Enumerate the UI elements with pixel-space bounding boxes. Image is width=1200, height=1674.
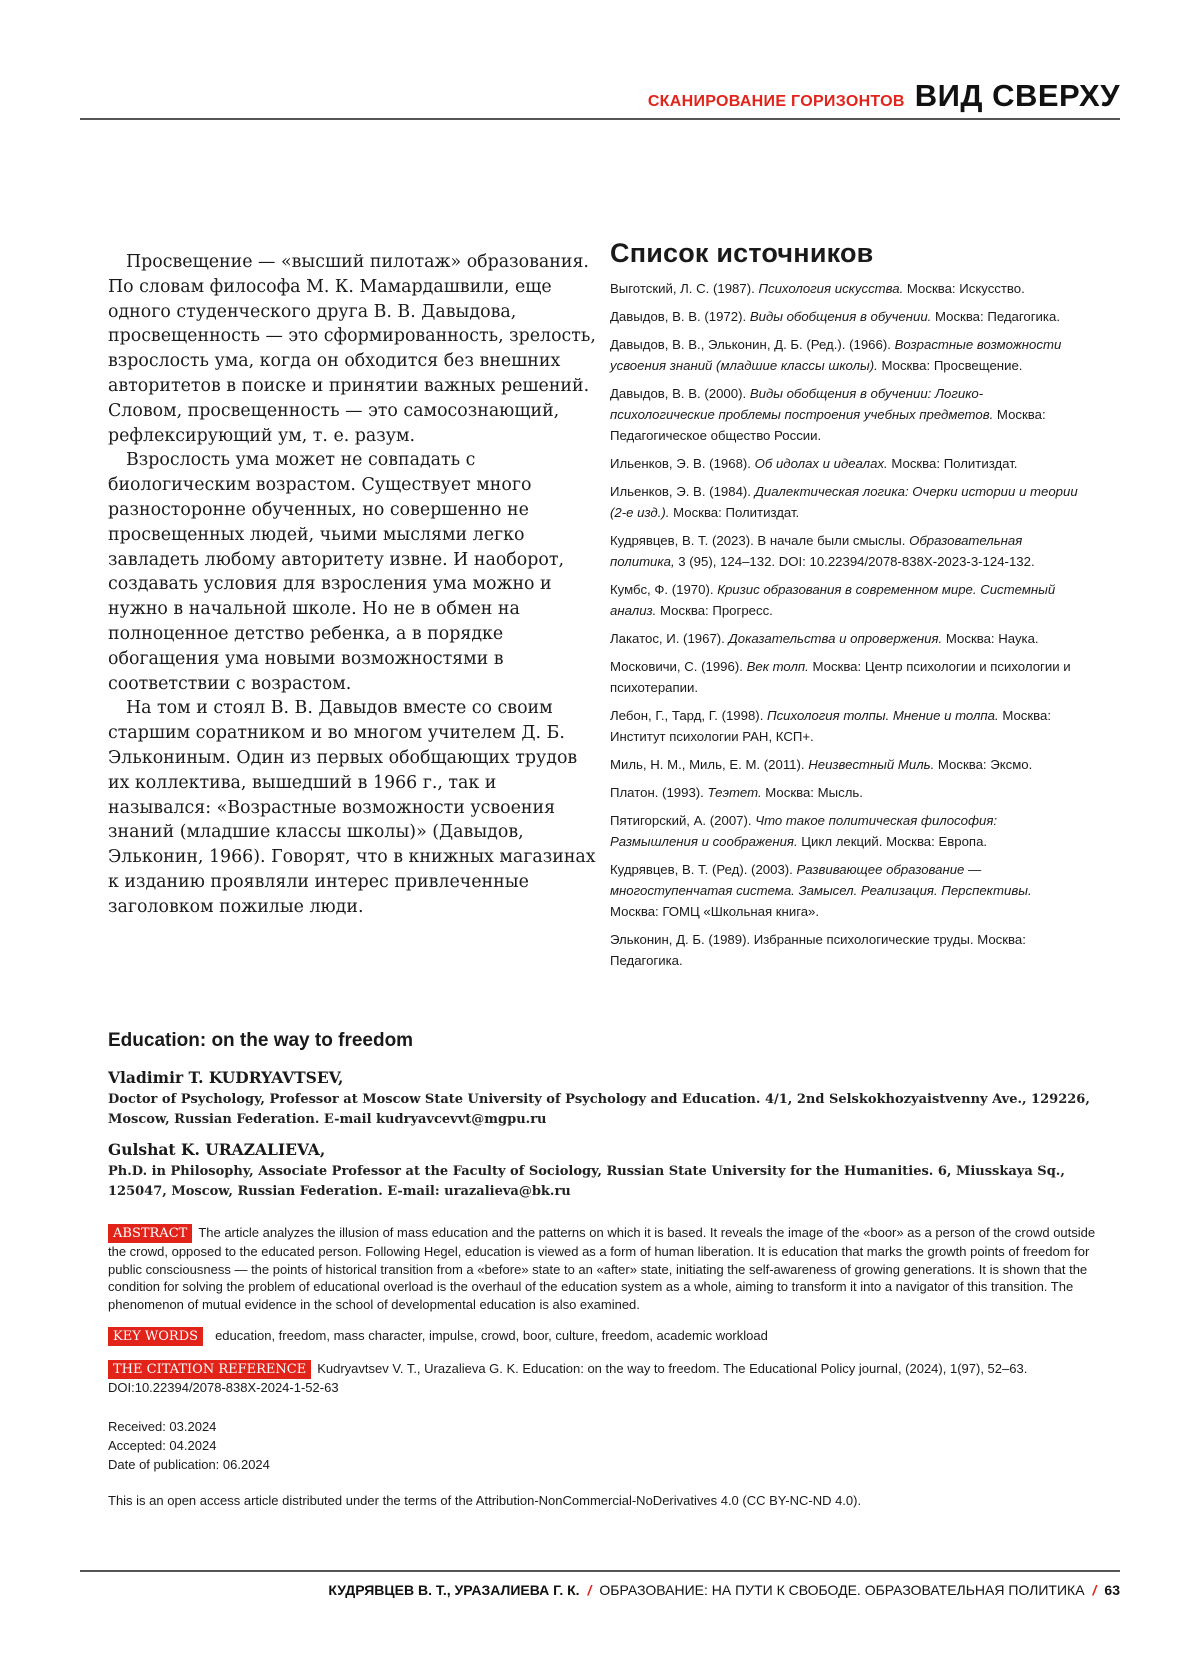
reference-post-text: Цикл лекций. Москва: Европа. bbox=[798, 834, 987, 849]
reference-italic-text: Психология толпы. Мнение и толпа. bbox=[767, 708, 999, 723]
reference-pre-text: Кудрявцев, В. Т. (2023). В начале были смыслы. bbox=[610, 533, 909, 548]
reference-italic-text: Виды обобщения в обучении: Логико-психологические проблемы построения учебных предметов. bbox=[610, 386, 993, 422]
footer-rule bbox=[80, 1570, 1120, 1572]
reference-pre-text: Московичи, С. (1996). bbox=[610, 659, 747, 674]
reference-pre-text: Ильенков, Э. В. (1984). bbox=[610, 484, 755, 499]
body-paragraph: Просвещение — «высший пилотаж» образования. По словам философа М. К. Мамардашвили, еще одного студенческого друга В. В. Давыдова, просвещенность — это сформированность, зрелость, взрослость ума, когда он обходится без внешних авторитетов в поиске и принятии важных решений. Словом, просвещенность — это самосознающий, рефлексирующий ум, т. е. разум. bbox=[108, 250, 603, 448]
reference-pre-text: Выготский, Л. С. (1987). bbox=[610, 281, 758, 296]
reference-italic-text: Психология искусства. bbox=[758, 281, 903, 296]
publication-dates bbox=[108, 1417, 1108, 1474]
reference-post-text: Москва: Политиздат. bbox=[888, 456, 1018, 471]
author-affiliation: Ph.D. in Philosophy, Associate Professor at the Faculty of Sociology, Russian State University for the Humanities. 6, Miusskaya Sq., 125047, Moscow, Russian Federation. E-mail: urazalieva@bk.ru bbox=[108, 1162, 1108, 1202]
reference-post-text: Москва: Просвещение. bbox=[878, 358, 1023, 373]
reference-item bbox=[610, 810, 1080, 852]
reference-pre-text: Пятигорский, А. (2007). bbox=[610, 813, 755, 828]
body-paragraph: Взрослость ума может не совпадать с биологическим возрастом. Существует много разносторонне обученных, но совершенно не просвещенных людей, чьими мыслями легко завладеть любому авторитету извне. И наоборот, создавать условия для взросления ума можно и нужно в начальной школе. Но не в обмен на полноценное детство ребенка, а в порядке обогащения ума новыми возможностями в соответствии с возрастом. bbox=[108, 448, 603, 696]
reference-item bbox=[610, 628, 1080, 649]
reference-post-text: Москва: Прогресс. bbox=[656, 603, 773, 618]
reference-post-text: Москва: Центр психологии и психологии и психотерапии. bbox=[610, 659, 1071, 695]
reference-pre-text: Платон. (1993). bbox=[610, 785, 708, 800]
english-summary bbox=[108, 1030, 1108, 1510]
references-title: Список источников bbox=[610, 243, 1080, 264]
reference-post-text: 3 (95), 124–132. DOI: 10.22394/2078-838X-2023-3-124-132. bbox=[675, 554, 1035, 569]
reference-item bbox=[610, 530, 1080, 572]
reference-item bbox=[610, 656, 1080, 698]
abstract-block bbox=[108, 1224, 1108, 1313]
author-affiliation: Doctor of Psychology, Professor at Moscow State University of Psychology and Education. 4/1, 2nd Selskokhozyaistvenny Ave., 129226, Moscow, Russian Federation. E-mail kudryavcevvt@mgpu.ru bbox=[108, 1090, 1108, 1130]
author-name: Vladimir T. KUDRYAVTSEV, bbox=[108, 1068, 1108, 1087]
reference-italic-text: Кризис образования в современном мире. Системный анализ. bbox=[610, 582, 1055, 618]
rubric-title: ВИД СВЕРХУ bbox=[915, 78, 1120, 114]
references-list bbox=[610, 278, 1080, 971]
reference-item bbox=[610, 453, 1080, 474]
reference-item bbox=[610, 306, 1080, 327]
citation-text: Kudryavtsev V. T., Urazalieva G. K. Education: on the way to freedom. The Educational Policy journal, (2024), 1(97), 52–63. DOI:10.22394/2078-838X-2024-1-52-63 bbox=[108, 1361, 1027, 1395]
reference-item bbox=[610, 334, 1080, 376]
reference-pre-text: Давыдов, В. В. (2000). bbox=[610, 386, 750, 401]
running-footer bbox=[328, 1582, 1120, 1598]
reference-italic-text: Возрастные возможности усвоения знаний (младшие классы школы). bbox=[610, 337, 1061, 373]
footer-separator: / bbox=[1093, 1582, 1097, 1598]
reference-pre-text: Кудрявцев, В. Т. (Ред). (2003). bbox=[610, 862, 797, 877]
reference-item bbox=[610, 278, 1080, 299]
publication-date: Date of publication: 06.2024 bbox=[108, 1455, 1108, 1474]
header-rule bbox=[80, 118, 1120, 120]
reference-item bbox=[610, 383, 1080, 446]
reference-italic-text: Диалектическая логика: Очерки истории и теории (2-е изд.). bbox=[610, 484, 1078, 520]
reference-pre-text: Кумбс, Ф. (1970). bbox=[610, 582, 717, 597]
references-section bbox=[610, 243, 1080, 978]
footer-separator: / bbox=[588, 1582, 592, 1598]
reference-italic-text: Неизвестный Миль. bbox=[808, 757, 934, 772]
abstract-text: The article analyzes the illusion of mass education and the patterns on which it is based. It reveals the image of the «boor» as a person of the crowd outside the crowd, opposed to the educated person. Following Hegel, education is viewed as a form of human liberation. It is education that marks the growth points of freedom for public consciousness — the points of historical transition from a «before» state to an «after» state, initiating the self-awareness of growing generations. It is shown that the condition for solving the problem of educational overload is the overhaul of the education system as a whole, aiming to transform it into a navigator of this transition. The phenomenon of mutual evidence in the school of developmental education is also examined. bbox=[108, 1225, 1095, 1312]
keywords-label: KEY WORDS bbox=[108, 1327, 203, 1346]
reference-item bbox=[610, 481, 1080, 523]
reference-italic-text: Виды обобщения в обучении. bbox=[750, 309, 932, 324]
reference-italic-text: Век толп. bbox=[747, 659, 809, 674]
footer-authors: КУДРЯВЦЕВ В. Т., УРАЗАЛИЕВА Г. К. bbox=[328, 1582, 579, 1598]
reference-post-text: Москва: Искусство. bbox=[903, 281, 1025, 296]
reference-pre-text: Давыдов, В. В., Эльконин, Д. Б. (Ред.). (1966). bbox=[610, 337, 895, 352]
reference-post-text: Москва: ГОМЦ «Школьная книга». bbox=[610, 904, 819, 919]
running-header bbox=[648, 78, 1120, 114]
reference-item bbox=[610, 754, 1080, 775]
reference-pre-text: Ильенков, Э. В. (1968). bbox=[610, 456, 755, 471]
keywords-text: education, freedom, mass character, impulse, crowd, boor, culture, freedom, academic workload bbox=[215, 1328, 768, 1343]
reference-italic-text: Об идолах и идеалах. bbox=[755, 456, 888, 471]
reference-italic-text: Доказательства и опровержения. bbox=[729, 631, 943, 646]
body-paragraph: На том и стоял В. В. Давыдов вместе со своим старшим соратником и во многом учителем Д. Б. Элькониным. Один из первых обобщающих трудов их коллектива, вышедший в 1966 г., так и назывался: «Возрастные возможности усвоения знаний (младшие классы школы)» (Давыдов, Эльконин, 1966). Говорят, что в книжных магазинах к изданию проявляли интерес привлеченные заголовком пожилые люди. bbox=[108, 696, 603, 919]
license-note: This is an open access article distributed under the terms of the Attribution-NonCommercial-NoDerivatives 4.0 (CC BY-NC-ND 4.0). bbox=[108, 1492, 1108, 1510]
author-name: Gulshat K. URAZALIEVA, bbox=[108, 1140, 1108, 1159]
received-date: Received: 03.2024 bbox=[108, 1417, 1108, 1436]
footer-journal-title: ОБРАЗОВАНИЕ: НА ПУТИ К СВОБОДЕ. ОБРАЗОВАТЕЛЬНАЯ ПОЛИТИКА bbox=[599, 1582, 1084, 1598]
reference-italic-text: Образовательная политика, bbox=[610, 533, 1022, 569]
reference-item bbox=[610, 705, 1080, 747]
reference-pre-text: Эльконин, Д. Б. (1989). Избранные психологические труды. Москва: Педагогика. bbox=[610, 932, 1026, 968]
reference-pre-text: Лакатос, И. (1967). bbox=[610, 631, 729, 646]
keywords-block bbox=[108, 1327, 1108, 1346]
reference-post-text: Москва: Наука. bbox=[942, 631, 1038, 646]
reference-pre-text: Давыдов, В. В. (1972). bbox=[610, 309, 750, 324]
abstract-label: ABSTRACT bbox=[108, 1224, 192, 1243]
reference-item bbox=[610, 859, 1080, 922]
reference-post-text: Москва: Политиздат. bbox=[669, 505, 799, 520]
reference-italic-text: Теэтет. bbox=[708, 785, 762, 800]
reference-italic-text: Развивающее образование — многоступенчатая система. Замысел. Реализация. Перспективы. bbox=[610, 862, 1032, 898]
reference-pre-text: Миль, Н. М., Миль, Е. М. (2011). bbox=[610, 757, 808, 772]
page-number: 63 bbox=[1104, 1582, 1120, 1598]
reference-post-text: Москва: Педагогическое общество России. bbox=[610, 407, 1046, 443]
reference-post-text: Москва: Педагогика. bbox=[931, 309, 1060, 324]
reference-item bbox=[610, 782, 1080, 803]
reference-post-text: Москва: Институт психологии РАН, КСП+. bbox=[610, 708, 1051, 744]
citation-block bbox=[108, 1360, 1108, 1397]
reference-pre-text: Лебон, Г., Тард, Г. (1998). bbox=[610, 708, 767, 723]
reference-post-text: Москва: Мысль. bbox=[762, 785, 863, 800]
english-title: Education: on the way to freedom bbox=[108, 1030, 1108, 1052]
reference-item bbox=[610, 929, 1080, 971]
citation-label: THE CITATION REFERENCE bbox=[108, 1360, 311, 1379]
section-name: СКАНИРОВАНИЕ ГОРИЗОНТОВ bbox=[648, 93, 905, 111]
accepted-date: Accepted: 04.2024 bbox=[108, 1436, 1108, 1455]
reference-post-text: Москва: Эксмо. bbox=[934, 757, 1032, 772]
reference-italic-text: Что такое политическая философия: Размышления и соображения. bbox=[610, 813, 997, 849]
reference-item bbox=[610, 579, 1080, 621]
article-body bbox=[108, 250, 603, 920]
